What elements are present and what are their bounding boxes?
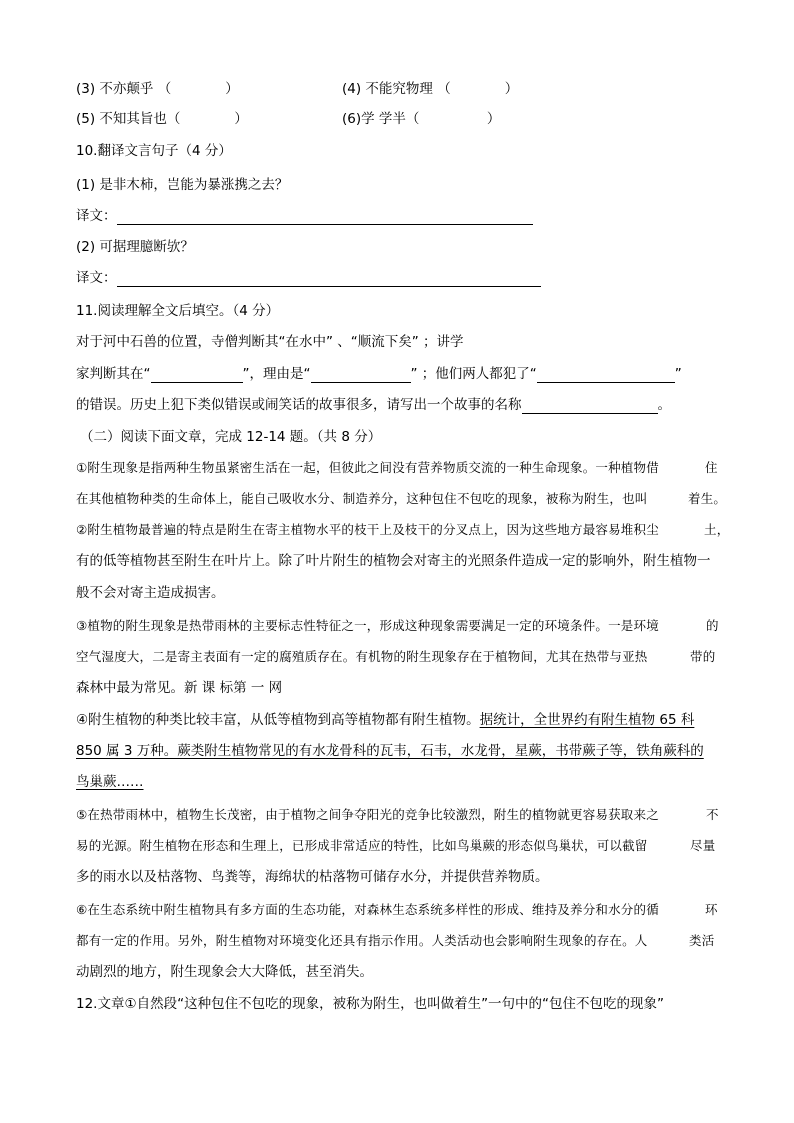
paragraph-6-line-1: ⑥在生态系统中附生植物具有多方面的生态功能，对森林生态系统多样性的形成、维持及养分和水分的循 bbox=[76, 902, 659, 917]
q11-line-1: 对于河中石兽的位置，寺僧判断其“在水中” 、“顺流下矣” ；讲学 bbox=[76, 334, 464, 350]
section-2-heading: （二）阅读下面文章，完成 12-14 题。（共 8 分） bbox=[80, 429, 382, 445]
paragraph-3-line-3: 森林中最为常见。新 课 标第 一 网 bbox=[76, 680, 283, 696]
q10-sentence-2: (2) 可据理臆断欤？ bbox=[76, 239, 194, 255]
q12-line: 12.文章①自然段“这种包住不包吃的现象，被称为附生，也叫做着生”一句中的“包住不包吃的现象” bbox=[76, 996, 665, 1012]
paragraph-1-line-2: 在其他植物种类的生命体上，能自己吸收水分、制造养分，这种包住不包吃的现象，被称为附生，也叫 bbox=[76, 491, 648, 506]
answer-blank[interactable] bbox=[522, 398, 658, 414]
paragraph-4-line-2: 850 属 3 万种。蕨类附生植物常见的有水龙骨科的瓦韦，石韦，水龙骨，星蕨，书带蕨子等，铁角蕨科的 bbox=[76, 743, 704, 759]
translation-label: 译文： bbox=[76, 270, 117, 286]
q9-item-6: (6)学 学半（ ） bbox=[342, 111, 501, 127]
paragraph-6-line-1-end: 环 bbox=[705, 902, 718, 917]
q10-answer-row-1 bbox=[76, 207, 533, 225]
translation-label: 译文： bbox=[76, 208, 117, 224]
q11-text: 的错误。历史上犯下类似错误或闹笑话的故事很多，请写出一个故事的名称 bbox=[76, 397, 522, 413]
paragraph-3-line-2-end: 带的 bbox=[690, 649, 716, 664]
answer-blank[interactable] bbox=[311, 367, 411, 383]
q9-item-5: (5) 不知其旨也（ ） bbox=[76, 111, 248, 127]
paragraph-6-line-2-end: 类活 bbox=[689, 933, 715, 948]
paragraph-2-line-2: 有的低等植物甚至附生在叶片上。除了叶片附生的植物会对寄主的光照条件造成一定的影响外，附生植物一 bbox=[76, 553, 711, 569]
q9-item-3: (3) 不亦颠乎 （ ） bbox=[76, 81, 239, 97]
paragraph-3-line-1: ③植物的附生现象是热带雨林的主要标志性特征之一，形成这种现象需要满足一定的环境条件。一是环境 bbox=[76, 618, 659, 633]
paragraph-1-line-1: ①附生现象是指两种生物虽紧密生活在一起，但彼此之间没有营养物质交流的一种生命现象。一种植物借 bbox=[76, 460, 659, 475]
q11-text: ” ；他们两人都犯了“ bbox=[410, 366, 537, 382]
paragraph-4-text: ④附生植物的种类比较丰富，从低等植物到高等植物都有附生植物。 bbox=[76, 712, 480, 728]
q9-item-4: (4) 不能究物理 （ ） bbox=[342, 81, 519, 97]
answer-blank[interactable] bbox=[151, 367, 243, 383]
q10-sentence-1: (1) 是非木柿，岂能为暴涨携之去？ bbox=[76, 177, 289, 193]
paragraph-4-underlined: 据统计，全世界约有附生植物 65 科 bbox=[479, 712, 695, 728]
q11-text: 。 bbox=[657, 397, 671, 413]
paragraph-4-line-3: 鸟巢蕨…… bbox=[76, 774, 144, 790]
paragraph-6-line-3: 动剧烈的地方，附生现象会大大降低，甚至消失。 bbox=[76, 964, 373, 980]
answer-blank[interactable] bbox=[117, 271, 541, 287]
q11-text: ” bbox=[674, 366, 682, 382]
q11-text: ”，理由是“ bbox=[242, 366, 311, 382]
paragraph-5-line-2-end: 尽量 bbox=[690, 838, 716, 853]
paragraph-1-line-2-end: 着生。 bbox=[688, 491, 727, 506]
answer-blank[interactable] bbox=[537, 367, 675, 383]
answer-blank[interactable] bbox=[117, 209, 533, 225]
paragraph-3-line-1-end: 的 bbox=[706, 618, 719, 633]
paragraph-2-line-3: 般不会对寄主造成损害。 bbox=[76, 585, 225, 601]
q11-text: 家判断其在“ bbox=[76, 366, 151, 382]
paragraph-5-line-1-end: 不 bbox=[706, 807, 719, 822]
q11-title: 11.阅读理解全文后填空。（4 分） bbox=[76, 303, 280, 319]
paragraph-1-line-1-end: 住 bbox=[705, 460, 718, 475]
paragraph-5-line-3: 多的雨水以及枯落物、鸟粪等，海绵状的枯落物可储存水分，并提供营养物质。 bbox=[76, 869, 549, 885]
q11-line-3 bbox=[76, 396, 671, 414]
paragraph-2-line-1: ②附生植物最普遍的特点是附生在寄主植物水平的枝干上及枝干的分叉点上，因为这些地方最容易堆积尘 bbox=[76, 522, 659, 537]
q10-title: 10.翻译文言句子（4 分） bbox=[76, 143, 232, 159]
paragraph-6-line-2: 都有一定的作用。另外，附生植物对环境变化还具有指示作用。人类活动也会影响附生现象的存在。人 bbox=[76, 933, 648, 948]
q10-answer-row-2 bbox=[76, 269, 541, 287]
paragraph-5-line-2: 易的光源。附生植物在形态和生理上，已形成非常适应的特性，比如鸟巢蕨的形态似鸟巢状，可以截留 bbox=[76, 838, 648, 853]
q11-line-2 bbox=[76, 365, 682, 383]
paragraph-5-line-1: ⑤在热带雨林中，植物生长茂密，由于植物之间争夺阳光的竞争比较激烈，附生的植物就更容易获取来之 bbox=[76, 807, 659, 822]
paragraph-4-line-1 bbox=[76, 711, 694, 729]
paragraph-2-line-1-end: 土， bbox=[704, 522, 730, 537]
paragraph-3-line-2: 空气湿度大，二是寄主表面有一定的腐殖质存在。有机物的附生现象存在于植物间，尤其在热带与亚热 bbox=[76, 649, 648, 664]
